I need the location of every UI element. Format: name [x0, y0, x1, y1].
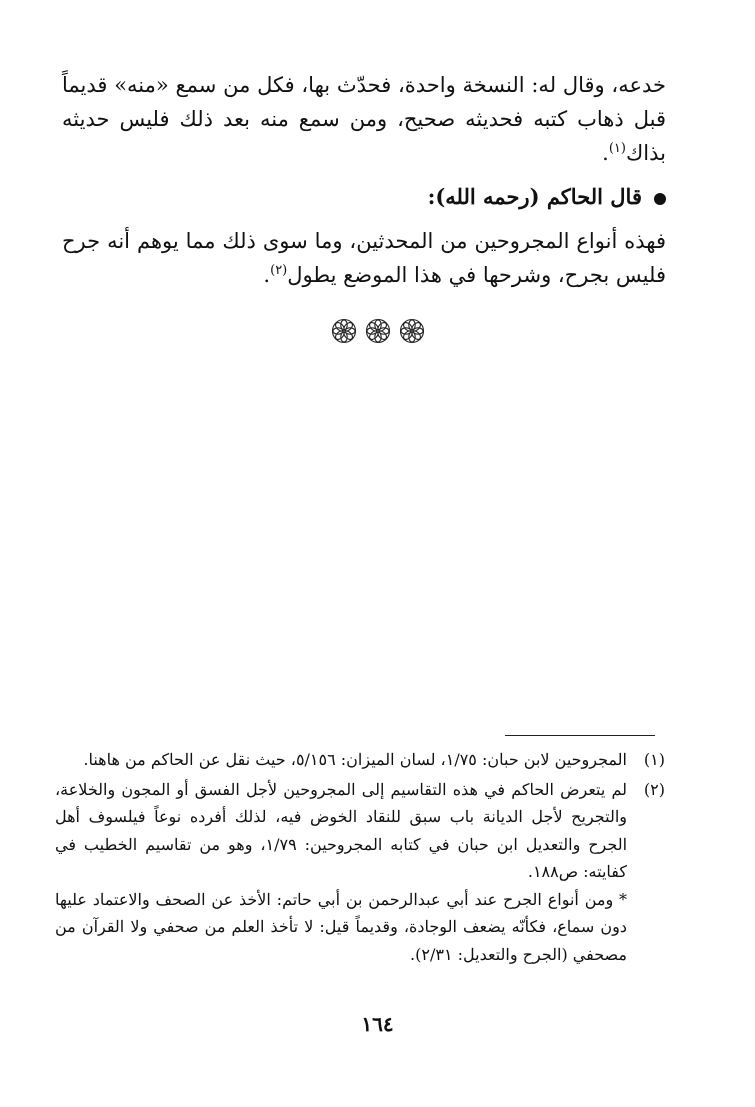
footnote-1 — [55, 746, 665, 774]
bullet-icon — [654, 193, 666, 205]
footnote-ref-2: (٢) — [270, 263, 288, 278]
rosette-icon — [365, 318, 391, 344]
footnote-text: لم يتعرض الحاكم في هذه التقاسيم إلى المجروحين لأجل الفسق أو المجون والخلاعة، والتجريح لأجل الديانة باب سبق للنقاد الخوض فيه، لذلك أفرده نوعاً فيلسوف أهل الجرح والتعديل ابن حبان في كتابه المجروحين: ١/٧٩، وهو من تقاسيم الخطيب في كفايته: ص١٨٨. — [55, 779, 628, 881]
footnote-text: المجروحين لابن حبان: ١/٧٥، لسان الميزان: ٥/١٥٦، حيث نقل عن الحاكم من هاهنا. — [83, 750, 627, 769]
footnote-2 — [55, 776, 665, 969]
section-divider-ornaments — [0, 318, 755, 344]
heading-text: قال الحاكم (رحمه الله): — [427, 184, 642, 209]
section-heading — [62, 180, 666, 214]
footnote-ref-1: (١) — [608, 141, 626, 156]
paragraph-1 — [62, 68, 666, 170]
footnote-addendum: * ومن أنواع الجرح عند أبي عبدالرحمن بن أبي حاتم: الأخذ عن الصحف والاعتماد عليها دون سماع، فكأنّه يضعف الوجادة، وقديماً قيل: لا تأخذ العلم من صحفي ولا القرآن من مصحفي (الجرح والتعديل: ٢/٣١). — [55, 889, 627, 964]
main-text — [62, 68, 666, 292]
paragraph-2 — [62, 224, 666, 292]
rosette-icon — [331, 318, 357, 344]
footnote-number: (٢) — [643, 779, 665, 799]
page-number: ١٦٤ — [361, 1012, 394, 1036]
footnotes — [55, 746, 665, 970]
paragraph-2-end: . — [263, 263, 271, 287]
footnote-separator — [505, 735, 655, 736]
paragraph-1-text: خدعه، وقال له: النسخة واحدة، فحدّث بها، فكل من سمع «منه» قديماً قبل ذهاب كتبه فحديثه صحيح، ومن سمع منه بعد ذلك فليس حديثه بذاك — [62, 73, 666, 165]
paragraph-1-end: . — [602, 141, 609, 165]
footnote-number: (١) — [643, 750, 665, 769]
rosette-icon — [399, 318, 425, 344]
paragraph-2-text: فهذه أنواع المجروحين من المحدثين، وما سوى ذلك مما يوهم أنه جرح فليس بجرح، وشرحها في هذا الموضع يطول — [62, 229, 666, 287]
footnote-body — [55, 776, 627, 969]
